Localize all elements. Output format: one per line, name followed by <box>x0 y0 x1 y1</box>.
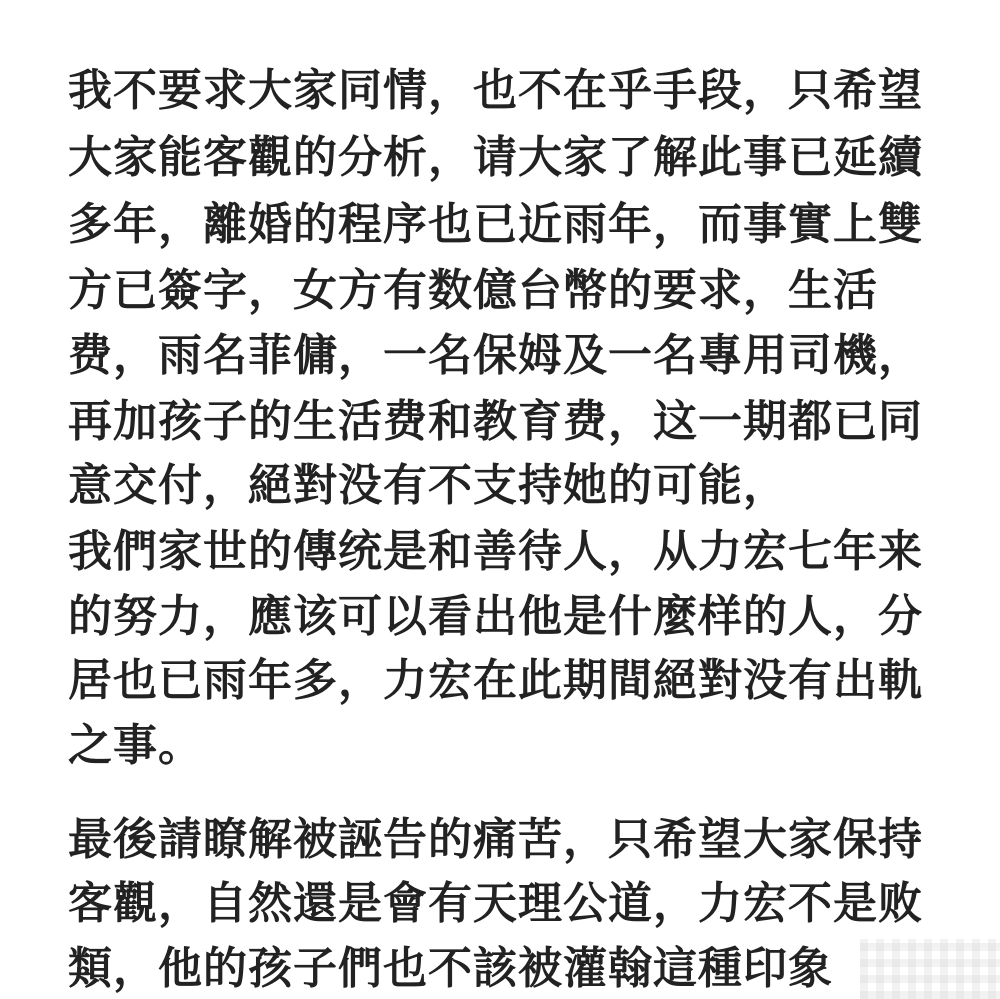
text-line: 我不要求大家同情，也不在乎手段，只希望 <box>68 65 923 116</box>
text-line: 居也已雨年多，力宏在此期間絕對没有出軌 <box>68 655 923 706</box>
text-line: 多年，離婚的程序也已近雨年，而事實上雙 <box>68 199 923 250</box>
text-line: 的努力，應该可以看出他是什麼样的人，分 <box>68 591 923 642</box>
text-line: 费，雨名菲傭，一名保姆及一名專用司機， <box>68 330 923 381</box>
text-line: 意交付，絕對没有不支持她的可能， <box>68 460 788 511</box>
text-line: 之事。 <box>68 720 203 771</box>
text-line: 再加孩子的生活费和教育费，这一期都已同 <box>68 396 923 447</box>
text-line: 我們家世的傳统是和善待人，从力宏七年来 <box>68 526 923 577</box>
text-line: 方已簽字，女方有数億台幣的要求，生活 <box>68 265 878 316</box>
text-line: 類，他的孩子們也不該被灌翰這種印象 <box>68 943 833 994</box>
watermark <box>860 939 1000 999</box>
text-line: 客觀，自然還是會有天理公道，力宏不是败 <box>68 878 923 929</box>
text-line: 最後請瞭解被誣告的痛苦，只希望大家保持 <box>68 814 923 865</box>
text-line: 大家能客觀的分析，请大家了解此事已延續 <box>68 132 923 183</box>
